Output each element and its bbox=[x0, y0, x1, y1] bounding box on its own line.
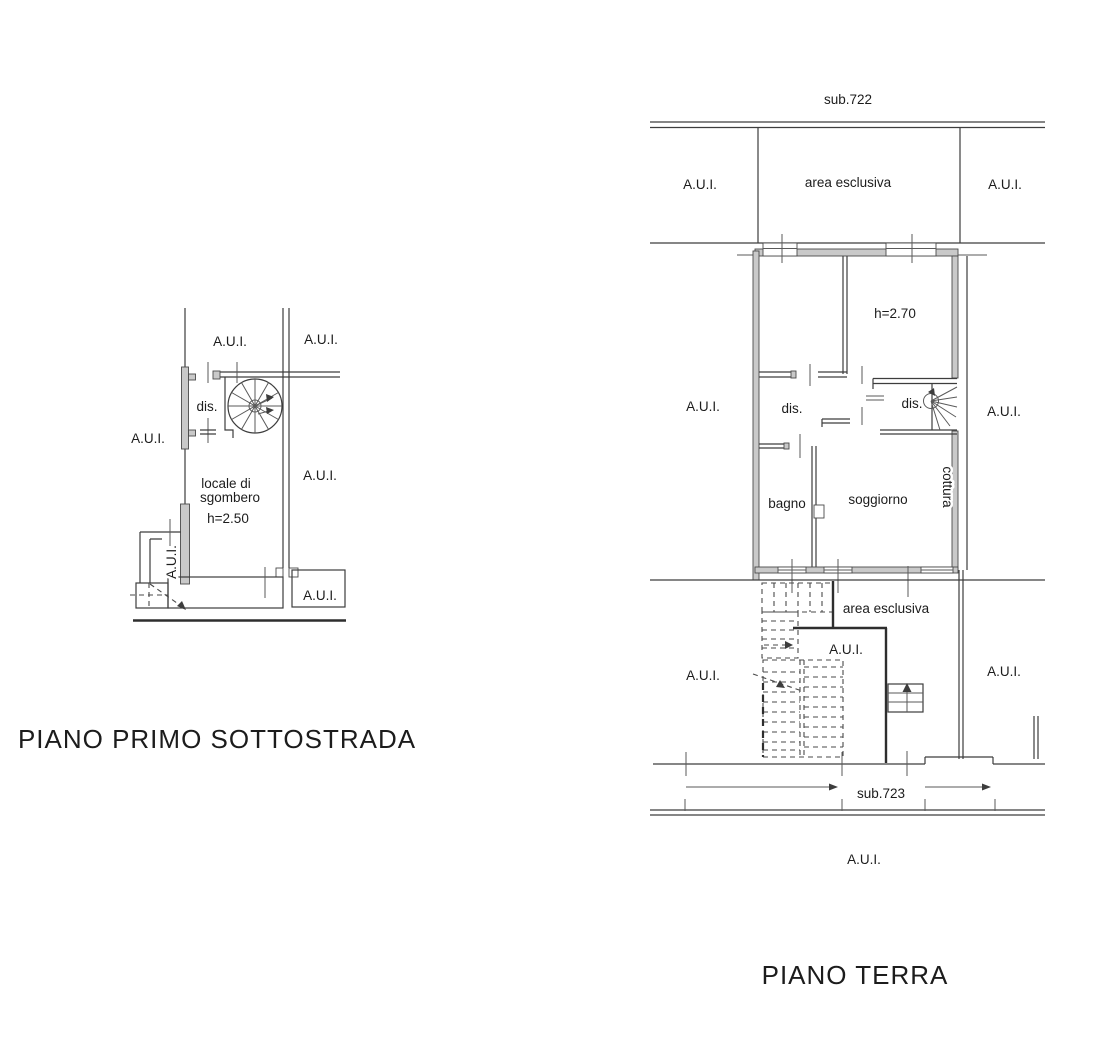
top-boundary-double-line bbox=[650, 122, 1045, 128]
label-aui-bottom-right: A.U.I. bbox=[987, 664, 1021, 679]
left-plan bbox=[18, 308, 416, 754]
label-room-line2: sgombero bbox=[199, 490, 261, 505]
opening-tick-marks bbox=[792, 559, 908, 597]
left-plan-wall-block bbox=[181, 504, 190, 584]
label-room-height: h=2.50 bbox=[207, 511, 249, 526]
left-plan-top-wall bbox=[216, 372, 340, 377]
short-wall-segment bbox=[1034, 716, 1038, 759]
door-jamb bbox=[189, 374, 196, 380]
label-aui-mid-right: A.U.I. bbox=[987, 404, 1021, 419]
building-top-wall bbox=[737, 234, 987, 263]
label-soggiorno: soggiorno bbox=[848, 492, 908, 507]
label-room-height: h=2.70 bbox=[874, 306, 916, 321]
label-aui-bottom-left: A.U.I. bbox=[686, 668, 720, 683]
wall-notch bbox=[289, 568, 298, 577]
right-boundary-wall-lower bbox=[959, 570, 963, 759]
door-jamb bbox=[189, 430, 196, 436]
label-aui-vertical: A.U.I. bbox=[164, 545, 179, 579]
bagno-north-wall bbox=[759, 444, 786, 448]
upper-rooms-south-wall bbox=[759, 372, 847, 377]
label-aui-top: A.U.I. bbox=[213, 334, 247, 349]
door-jamb bbox=[791, 371, 796, 378]
label-area-esclusiva-top: area esclusiva bbox=[804, 175, 892, 190]
left-plan-right-wall bbox=[283, 308, 289, 568]
right-plan bbox=[650, 92, 1045, 990]
soggiorno-north-wall bbox=[822, 419, 850, 427]
label-aui-below: A.U.I. bbox=[847, 852, 881, 867]
left-plan-wall-block bbox=[182, 367, 189, 449]
door-jamb bbox=[213, 371, 220, 379]
wall-notch bbox=[276, 568, 283, 577]
upper-rooms-divider-wall bbox=[843, 256, 847, 374]
door-jamb bbox=[784, 443, 789, 449]
label-room-line1: locale di bbox=[201, 476, 251, 491]
spiral-staircase-icon bbox=[228, 379, 282, 433]
building-right-wall-upper bbox=[952, 256, 958, 378]
label-aui-top-right: A.U.I. bbox=[988, 177, 1022, 192]
label-aui-top-left: A.U.I. bbox=[683, 177, 717, 192]
right-plan-title: PIANO TERRA bbox=[761, 960, 949, 990]
small-wall-piece bbox=[866, 396, 884, 400]
label-aui-bottom-right: A.U.I. bbox=[303, 588, 337, 603]
building-bottom-wall bbox=[755, 559, 958, 597]
label-aui-top-right: A.U.I. bbox=[304, 332, 338, 347]
bottom-strip bbox=[650, 751, 1045, 815]
label-aui-left: A.U.I. bbox=[131, 431, 165, 446]
label-aui-mid-left: A.U.I. bbox=[686, 399, 720, 414]
label-area-esclusiva-bottom: area esclusiva bbox=[842, 601, 930, 616]
label-bagno: bagno bbox=[768, 496, 806, 511]
bottom-boundary-double-line bbox=[650, 810, 1045, 815]
label-dis-right: dis. bbox=[901, 396, 923, 411]
entry-steps-icon bbox=[888, 683, 923, 712]
dis-right-north-wall bbox=[873, 379, 957, 390]
external-staircase-dashed bbox=[753, 583, 843, 757]
label-aui-right: A.U.I. bbox=[303, 468, 337, 483]
stair-enclosure-wall bbox=[225, 377, 233, 438]
label-dis-left: dis. bbox=[781, 401, 803, 416]
wall-notch bbox=[814, 505, 824, 518]
label-sub723: sub.723 bbox=[856, 786, 906, 801]
building-left-wall bbox=[753, 251, 759, 580]
label-aui-inner: A.U.I. bbox=[829, 642, 863, 657]
label-cottura: cottura bbox=[940, 466, 955, 508]
label-dis: dis. bbox=[196, 399, 218, 414]
label-sub722: sub.722 bbox=[823, 92, 873, 107]
left-plan-title: PIANO PRIMO SOTTOSTRADA bbox=[17, 724, 417, 754]
